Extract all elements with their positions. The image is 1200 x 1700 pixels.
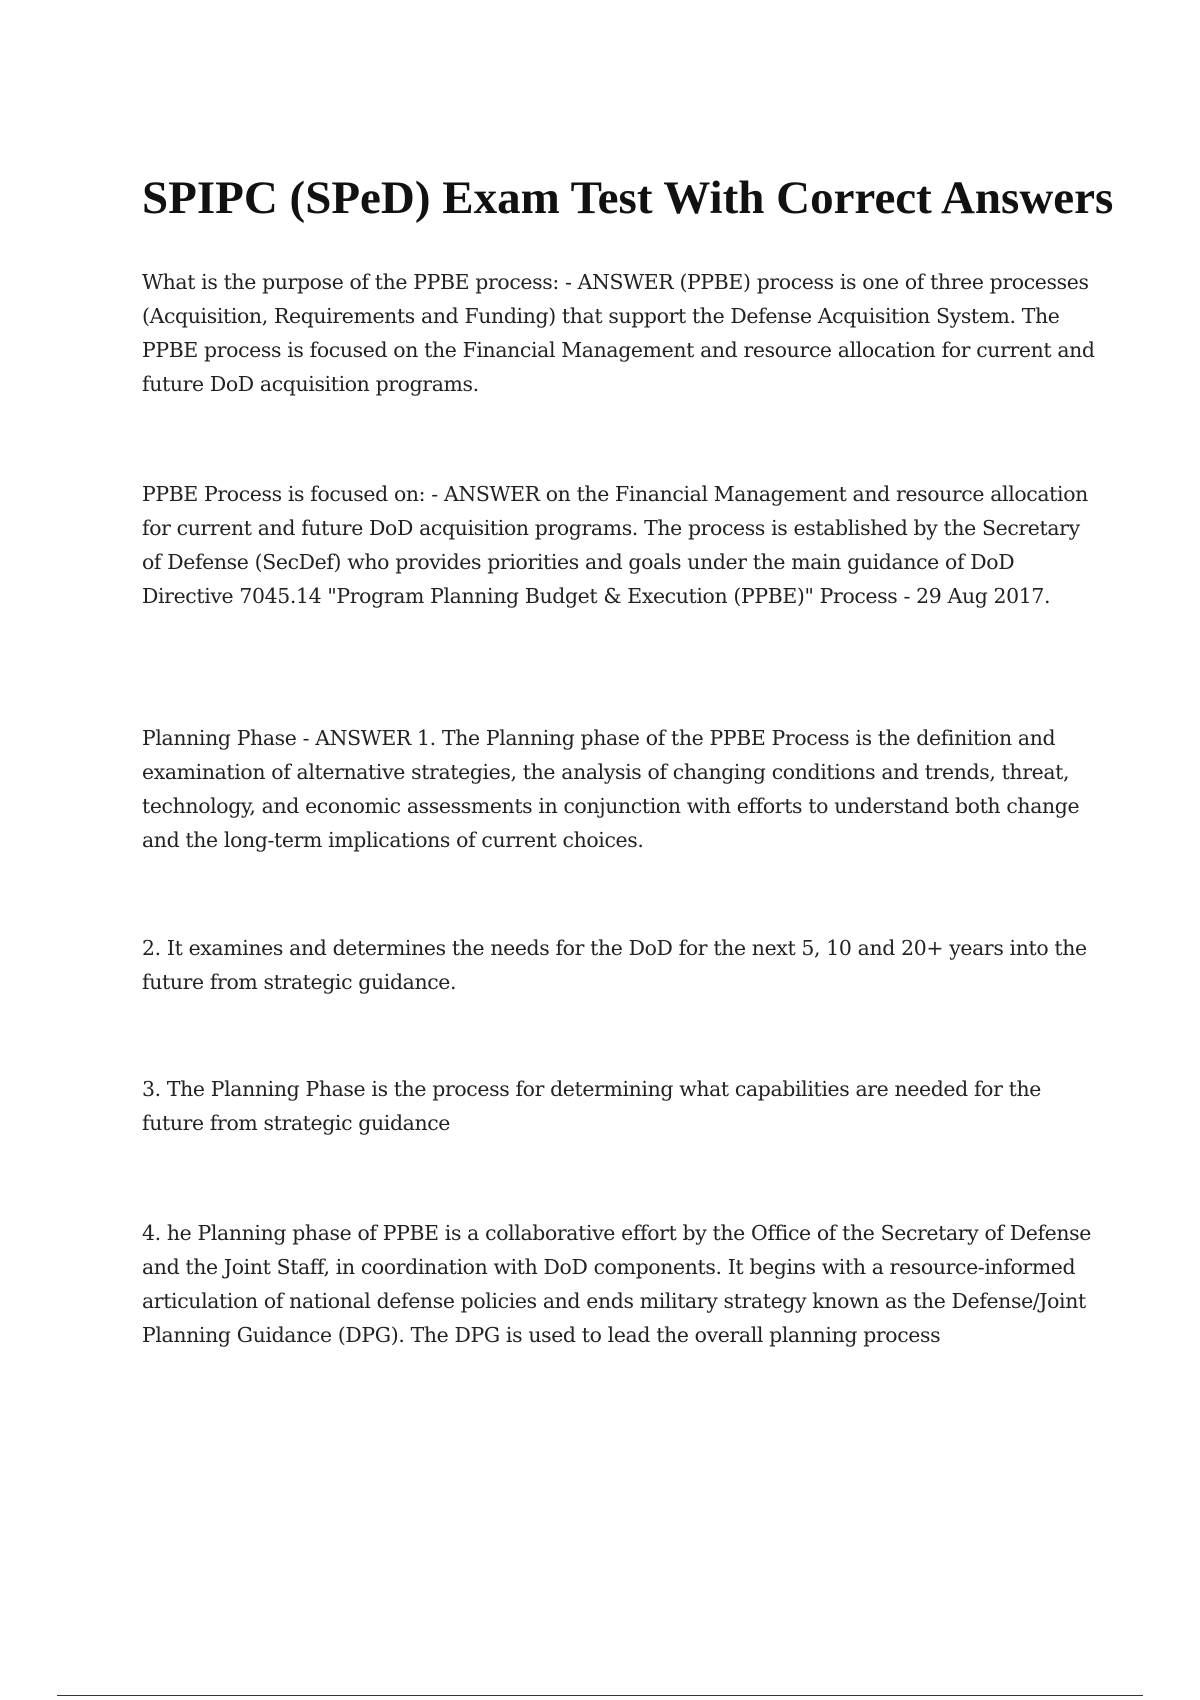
- qa-entry-planning-phase-2: 2. It examines and determines the needs for the DoD for the next 5, 10 and 20+ years into the future from strategic guidance.: [142, 936, 1087, 994]
- qa-entry-planning-phase-4: 4. he Planning phase of PPBE is a collaborative effort by the Office of the Secretary of Defense and the Joint Staff, in coordination with DoD components. It begins with a resource-informed articulation of national defense policies and ends military strategy known as the Defense/Joint Planning Guidance (DPG). The DPG is used to lead the overall planning process: [142, 1221, 1091, 1347]
- qa-entry-ppbe-focus: PPBE Process is focused on: - ANSWER on the Financial Management and resource allocation for current and future DoD acquisition programs. The process is established by the Secretary of Defense (SecDef) who provides priorities and goals under the main guidance of DoD Directive 7045.14 "Program Planning Budget & Execution (PPBE)" Process - 29 Aug 2017.: [142, 482, 1088, 608]
- qa-entry-planning-phase-3: 3. The Planning Phase is the process for determining what capabilities are needed for the future from strategic guidance: [142, 1077, 1041, 1135]
- qa-entry-purpose-of-ppbe: What is the purpose of the PPBE process: - ANSWER (PPBE) process is one of three processes (Acquisition, Requirements and Funding) that support the Defense Acquisition System. The PPBE process is focused on the Financial Management and resource allocation for current and future DoD acquisition programs.: [142, 270, 1095, 396]
- page-title: SPIPC (SPeD) Exam Test With Correct Answers: [142, 172, 1114, 224]
- footer-divider: [57, 1695, 1143, 1696]
- qa-entry-planning-phase-1: Planning Phase - ANSWER 1. The Planning phase of the PPBE Process is the definition and examination of alternative strategies, the analysis of changing conditions and trends, threat, technology, and economic assessments in conjunction with efforts to understand both change and the long-term implications of current choices.: [142, 726, 1080, 852]
